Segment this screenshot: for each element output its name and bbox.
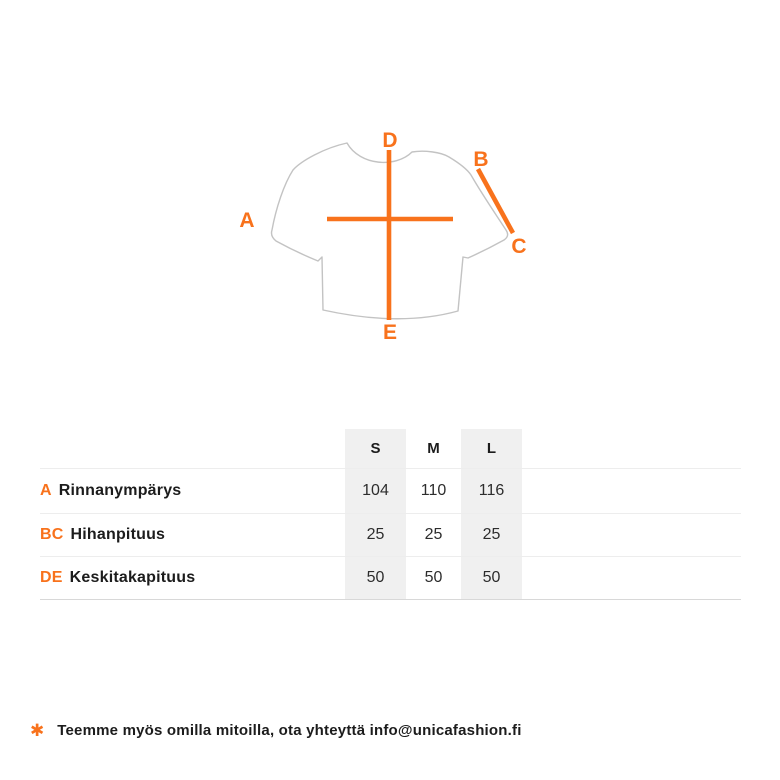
value-backlength-m: 50 xyxy=(424,569,443,586)
row-key-backlength: DE xyxy=(40,569,63,586)
value-chest-l: 116 xyxy=(478,482,505,499)
size-table-header-row xyxy=(40,429,741,468)
value-chest-s: 104 xyxy=(362,482,389,499)
measure-label-d: D xyxy=(382,129,398,152)
row-name-chest: Rinnanympärys xyxy=(58,482,182,499)
column-header-l: L xyxy=(486,440,497,457)
value-sleeve-m: 25 xyxy=(424,526,443,543)
column-header-m: M xyxy=(427,440,440,457)
row-key-chest: A xyxy=(40,482,52,499)
value-backlength-l: 50 xyxy=(482,569,501,586)
measure-label-e: E xyxy=(382,321,398,344)
value-chest-m: 110 xyxy=(420,482,447,499)
row-label-chest xyxy=(40,482,345,500)
measure-label-a: A xyxy=(239,209,255,232)
value-backlength-s: 50 xyxy=(366,569,385,586)
row-name-backlength: Keskitakapituus xyxy=(69,569,196,586)
value-sleeve-s: 25 xyxy=(366,526,385,543)
asterisk-icon: ✱ xyxy=(30,721,45,740)
row-label-backlength xyxy=(40,569,345,587)
value-sleeve-l: 25 xyxy=(482,526,501,543)
column-header-s: S xyxy=(370,440,381,457)
row-label-sleeve xyxy=(40,526,345,544)
custom-sizing-note xyxy=(30,722,522,739)
row-key-sleeve: BC xyxy=(40,526,64,543)
measure-label-b: B xyxy=(473,148,489,171)
table-row-sleeve xyxy=(40,513,741,556)
custom-sizing-note-text: Teemme myös omilla mitoilla, ota yhteyttä info@unicafashion.fi xyxy=(57,722,522,739)
size-table xyxy=(40,429,741,600)
table-row-chest xyxy=(40,468,741,513)
table-row-backlength xyxy=(40,556,741,600)
measure-label-c: C xyxy=(511,235,527,258)
row-name-sleeve: Hihanpituus xyxy=(70,526,166,543)
